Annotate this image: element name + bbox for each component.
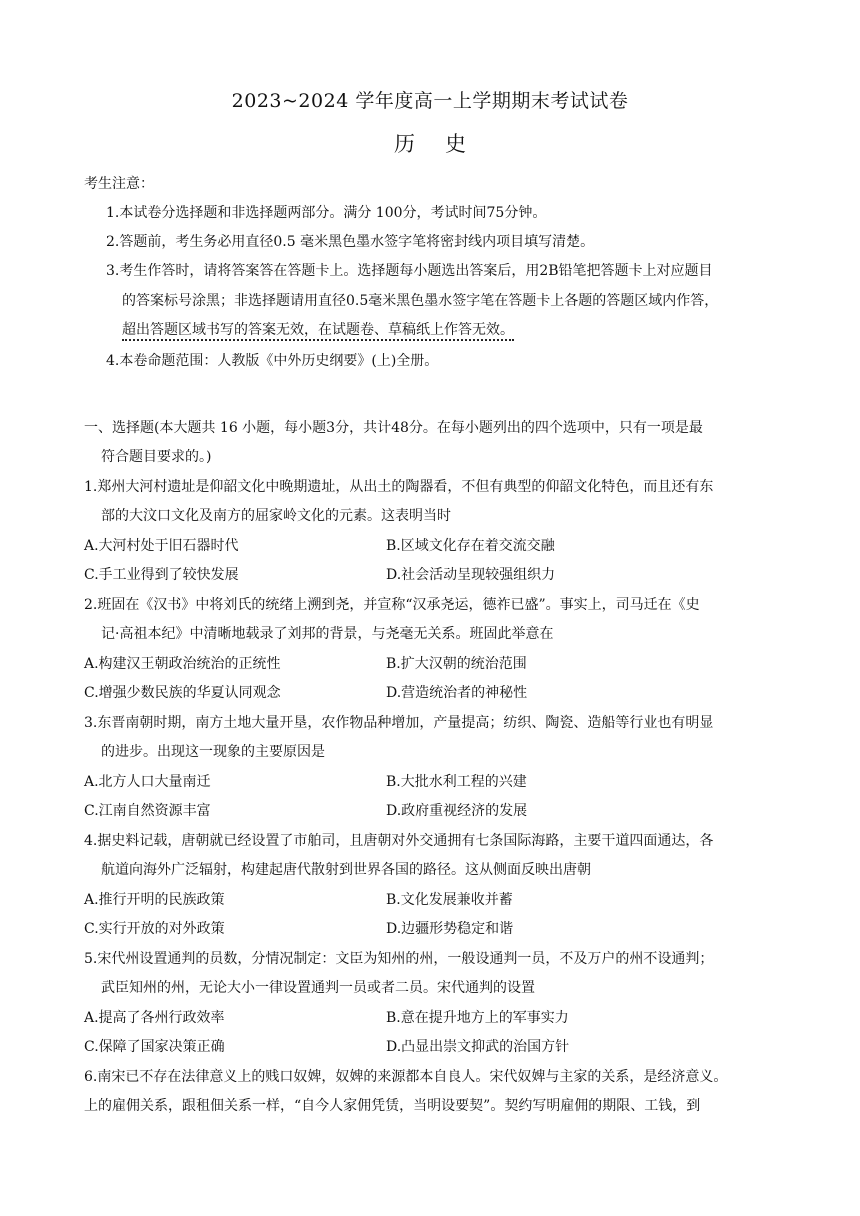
- question-3-stem-line-1: 3.东晋南朝时期，南方土地大量开垦，农作物品种增加，产量提高；纺织、陶瓷、造船等行业也有明显: [84, 715, 714, 731]
- question-1-option-a: A.大河村处于旧石器时代: [84, 538, 239, 554]
- question-4-option-b: B.文化发展兼收并蓄: [386, 892, 513, 908]
- question-6-stem-line-1: 6.南宋已不存在法律意义上的贱口奴婢，奴婢的来源都本自良人。宋代奴婢与主家的关系，是经济意义。: [84, 1069, 728, 1085]
- question-4-stem-line-1: 4.据史料记载，唐朝就已经设置了市舶司，且唐朝对外交通拥有七条国际海路，主要干道四面通达，各: [84, 833, 714, 849]
- question-4-option-d: D.边疆形势稳定和谐: [386, 921, 514, 937]
- question-5-option-a: A.提高了各州行政效率: [84, 1010, 225, 1026]
- question-5-stem-line-1: 5.宋代州设置通判的员数，分情况制定：文臣为知州的州，一般设通判一员，不及万户的州不设通判；: [84, 951, 714, 967]
- question-2-stem-line-1: 2.班固在《汉书》中将刘氏的统绪上溯到尧，并宣称“汉承尧运，德祚已盛”。事实上，司马迁在《史: [84, 597, 700, 613]
- question-4-option-a: A.推行开明的民族政策: [84, 892, 225, 908]
- subject-title: 历史: [394, 132, 496, 156]
- question-5-stem-line-2: 武臣知州的州，无论大小一律设置通判一员或者二员。宋代通判的设置: [101, 980, 535, 996]
- notice-item-3-line-3: [122, 320, 514, 340]
- notice-item-3-line-2: 的答案标号涂黑；非选择题请用直径0.5毫米黑色墨水签字笔在答题卡上各题的答题区域内作答，: [122, 293, 719, 309]
- notice-item-1: 1.本试卷分选择题和非选择题两部分。满分 100分，考试时间75分钟。: [106, 205, 547, 221]
- question-5-option-b: B.意在提升地方上的军事实力: [386, 1010, 569, 1026]
- question-3-stem-line-2: 的进步。出现这一现象的主要原因是: [101, 744, 325, 760]
- question-2-option-b: B.扩大汉朝的统治范围: [386, 656, 527, 672]
- section-heading-line-2: 符合题目要求的。): [101, 449, 212, 465]
- notice-item-2: 2.答题前，考生务必用直径0.5 毫米黑色墨水签字笔将密封线内项目填写清楚。: [106, 234, 595, 250]
- question-2-option-d: D.营造统治者的神秘性: [386, 685, 528, 701]
- emphasis-dotted-text: 超出答题区域书写的答案无效，在试题卷、草稿纸上作答无效。: [122, 322, 514, 341]
- question-3-option-d: D.政府重视经济的发展: [386, 803, 528, 819]
- question-5-option-c: C.保障了国家决策正确: [84, 1039, 225, 1055]
- question-4-option-c: C.实行开放的对外政策: [84, 921, 225, 937]
- question-4-stem-line-2: 航道向海外广泛辐射，构建起唐代散射到世界各国的路径。这从侧面反映出唐朝: [101, 862, 591, 878]
- exam-title: 2023~2024 学年度高一上学期期末考试试卷: [231, 90, 629, 112]
- question-3-option-b: B.大批水利工程的兴建: [386, 774, 527, 790]
- question-1-stem-line-1: 1.郑州大河村遗址是仰韶文化中晚期遗址，从出土的陶器看，不但有典型的仰韶文化特色，而且还有东: [84, 479, 714, 495]
- question-3-option-c: C.江南自然资源丰富: [84, 803, 211, 819]
- question-1-option-c: C.手工业得到了较快发展: [84, 567, 239, 583]
- question-1-stem-line-2: 部的大汶口文化及南方的屈家岭文化的元素。这表明当时: [101, 508, 451, 524]
- question-1-option-b: B.区域文化存在着交流交融: [386, 538, 555, 554]
- question-1-option-d: D.社会活动呈现较强组织力: [386, 567, 556, 583]
- question-2-option-a: A.构建汉王朝政治统治的正统性: [84, 656, 281, 672]
- notice-item-4: 4.本卷命题范围：人教版《中外历史纲要》(上)全册。: [106, 353, 439, 369]
- notice-heading: 考生注意：: [84, 176, 154, 192]
- notice-item-3-line-1: 3.考生作答时，请将答案答在答题卡上。选择题每小题选出答案后，用2B铅笔把答题卡上对应题目: [106, 263, 713, 279]
- section-heading-line-1: 一、选择题(本大题共 16 小题，每小题3分，共计48分。在每小题列出的四个选项中，只有一项是最: [84, 420, 703, 436]
- question-5-option-d: D.凸显出崇文抑武的治国方针: [386, 1039, 570, 1055]
- question-3-option-a: A.北方人口大量南迁: [84, 774, 211, 790]
- question-2-option-c: C.增强少数民族的华夏认同观念: [84, 685, 281, 701]
- question-6-stem-line-2: 上的雇佣关系，跟租佃关系一样，“自今人家佣凭赁，当明设要契”。契约写明雇佣的期限、工钱，到: [84, 1098, 701, 1114]
- question-2-stem-line-2: 记·高祖本纪》中清晰地载录了刘邦的背景，与尧毫无关系。班固此举意在: [101, 626, 554, 642]
